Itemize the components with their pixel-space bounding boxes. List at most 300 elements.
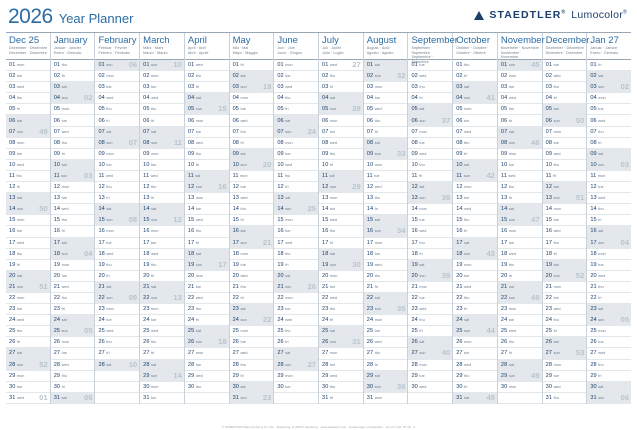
day-cell[interactable] xyxy=(319,315,363,326)
day-cell[interactable] xyxy=(408,282,452,293)
day-cell[interactable] xyxy=(319,93,363,104)
day-cell[interactable] xyxy=(364,238,408,249)
day-cell[interactable] xyxy=(230,304,274,315)
day-cell[interactable] xyxy=(498,371,542,382)
day-cell[interactable] xyxy=(185,271,229,282)
day-cell[interactable] xyxy=(543,260,587,271)
day-cell[interactable] xyxy=(543,226,587,237)
day-cell[interactable] xyxy=(140,393,184,404)
day-cell[interactable] xyxy=(140,160,184,171)
day-cell[interactable] xyxy=(6,393,50,404)
day-cell[interactable] xyxy=(587,82,631,93)
day-cell[interactable] xyxy=(364,127,408,138)
day-cell[interactable] xyxy=(319,215,363,226)
day-cell[interactable] xyxy=(587,315,631,326)
day-cell[interactable] xyxy=(364,326,408,337)
day-cell[interactable] xyxy=(364,60,408,71)
day-cell[interactable] xyxy=(364,226,408,237)
day-cell[interactable] xyxy=(140,204,184,215)
day-cell[interactable] xyxy=(498,382,542,393)
day-cell[interactable] xyxy=(6,127,50,138)
day-cell[interactable] xyxy=(364,138,408,149)
day-cell[interactable] xyxy=(543,82,587,93)
day-cell[interactable] xyxy=(587,138,631,149)
day-cell[interactable] xyxy=(498,304,542,315)
day-cell[interactable] xyxy=(274,226,318,237)
day-cell[interactable] xyxy=(543,337,587,348)
day-cell[interactable] xyxy=(587,60,631,71)
day-cell[interactable] xyxy=(453,71,497,82)
day-cell[interactable] xyxy=(140,337,184,348)
day-cell[interactable] xyxy=(319,104,363,115)
day-cell[interactable] xyxy=(498,360,542,371)
day-cell[interactable] xyxy=(274,337,318,348)
day-cell[interactable] xyxy=(587,249,631,260)
day-cell[interactable] xyxy=(140,304,184,315)
day-cell[interactable] xyxy=(319,371,363,382)
day-cell[interactable] xyxy=(185,249,229,260)
day-cell[interactable] xyxy=(498,104,542,115)
day-cell[interactable] xyxy=(498,282,542,293)
day-cell[interactable] xyxy=(274,60,318,71)
day-cell[interactable] xyxy=(453,182,497,193)
day-cell[interactable] xyxy=(453,293,497,304)
day-cell[interactable] xyxy=(140,182,184,193)
day-cell[interactable] xyxy=(6,371,50,382)
day-cell[interactable] xyxy=(319,260,363,271)
day-cell[interactable] xyxy=(140,215,184,226)
day-cell[interactable] xyxy=(185,282,229,293)
day-cell[interactable] xyxy=(230,93,274,104)
day-cell[interactable] xyxy=(185,104,229,115)
day-cell[interactable] xyxy=(498,182,542,193)
day-cell[interactable] xyxy=(364,348,408,359)
day-cell[interactable] xyxy=(587,226,631,237)
day-cell[interactable] xyxy=(498,226,542,237)
day-cell[interactable] xyxy=(140,315,184,326)
day-cell[interactable] xyxy=(51,271,95,282)
day-cell[interactable] xyxy=(408,271,452,282)
day-cell[interactable] xyxy=(543,348,587,359)
day-cell[interactable] xyxy=(543,93,587,104)
day-cell[interactable] xyxy=(51,149,95,160)
day-cell[interactable] xyxy=(95,360,139,371)
day-cell[interactable] xyxy=(95,226,139,237)
day-cell[interactable] xyxy=(498,149,542,160)
day-cell[interactable] xyxy=(543,315,587,326)
day-cell[interactable] xyxy=(543,393,587,404)
day-cell[interactable] xyxy=(498,115,542,126)
day-cell[interactable] xyxy=(453,315,497,326)
day-cell[interactable] xyxy=(51,315,95,326)
day-cell[interactable] xyxy=(319,304,363,315)
day-cell[interactable] xyxy=(453,160,497,171)
day-cell[interactable] xyxy=(453,326,497,337)
day-cell[interactable] xyxy=(140,249,184,260)
day-cell[interactable] xyxy=(498,82,542,93)
day-cell[interactable] xyxy=(185,171,229,182)
day-cell[interactable] xyxy=(6,149,50,160)
day-cell[interactable] xyxy=(543,204,587,215)
day-cell[interactable] xyxy=(408,182,452,193)
day-cell[interactable] xyxy=(140,104,184,115)
day-cell[interactable] xyxy=(140,171,184,182)
day-cell[interactable] xyxy=(95,249,139,260)
day-cell[interactable] xyxy=(319,360,363,371)
day-cell[interactable] xyxy=(140,382,184,393)
day-cell[interactable] xyxy=(230,171,274,182)
day-cell[interactable] xyxy=(6,204,50,215)
day-cell[interactable] xyxy=(543,149,587,160)
day-cell[interactable] xyxy=(453,382,497,393)
day-cell[interactable] xyxy=(95,282,139,293)
day-cell[interactable] xyxy=(453,215,497,226)
day-cell[interactable] xyxy=(6,249,50,260)
day-cell[interactable] xyxy=(319,238,363,249)
day-cell[interactable] xyxy=(274,160,318,171)
day-cell[interactable] xyxy=(543,138,587,149)
day-cell[interactable] xyxy=(140,193,184,204)
day-cell[interactable] xyxy=(274,282,318,293)
day-cell[interactable] xyxy=(51,127,95,138)
day-cell[interactable] xyxy=(319,382,363,393)
day-cell[interactable] xyxy=(230,160,274,171)
day-cell[interactable] xyxy=(95,260,139,271)
day-cell[interactable] xyxy=(408,360,452,371)
day-cell[interactable] xyxy=(543,215,587,226)
day-cell[interactable] xyxy=(51,104,95,115)
day-cell[interactable] xyxy=(408,160,452,171)
day-cell[interactable] xyxy=(95,82,139,93)
day-cell[interactable] xyxy=(274,315,318,326)
day-cell[interactable] xyxy=(6,138,50,149)
day-cell[interactable] xyxy=(587,293,631,304)
day-cell[interactable] xyxy=(364,193,408,204)
day-cell[interactable] xyxy=(51,115,95,126)
day-cell[interactable] xyxy=(95,215,139,226)
day-cell[interactable] xyxy=(453,226,497,237)
day-cell[interactable] xyxy=(6,282,50,293)
day-cell[interactable] xyxy=(319,337,363,348)
day-cell[interactable] xyxy=(587,127,631,138)
day-cell[interactable] xyxy=(274,304,318,315)
day-cell[interactable] xyxy=(587,160,631,171)
day-cell[interactable] xyxy=(587,71,631,82)
day-cell[interactable] xyxy=(408,149,452,160)
day-cell[interactable] xyxy=(95,71,139,82)
day-cell[interactable] xyxy=(230,260,274,271)
day-cell[interactable] xyxy=(319,149,363,160)
day-cell[interactable] xyxy=(51,304,95,315)
day-cell[interactable] xyxy=(185,348,229,359)
day-cell[interactable] xyxy=(453,260,497,271)
day-cell[interactable] xyxy=(230,71,274,82)
day-cell[interactable] xyxy=(543,360,587,371)
day-cell[interactable] xyxy=(140,60,184,71)
day-cell[interactable] xyxy=(498,127,542,138)
day-cell[interactable] xyxy=(95,326,139,337)
day-cell[interactable] xyxy=(498,60,542,71)
day-cell[interactable] xyxy=(453,60,497,71)
day-cell[interactable] xyxy=(498,215,542,226)
day-cell[interactable] xyxy=(230,282,274,293)
day-cell[interactable] xyxy=(319,271,363,282)
day-cell[interactable] xyxy=(140,371,184,382)
day-cell[interactable] xyxy=(95,93,139,104)
day-cell[interactable] xyxy=(587,104,631,115)
day-cell[interactable] xyxy=(230,337,274,348)
day-cell[interactable] xyxy=(51,326,95,337)
day-cell[interactable] xyxy=(185,160,229,171)
day-cell[interactable] xyxy=(230,271,274,282)
day-cell[interactable] xyxy=(274,171,318,182)
day-cell[interactable] xyxy=(543,160,587,171)
day-cell[interactable] xyxy=(140,326,184,337)
day-cell[interactable] xyxy=(587,371,631,382)
day-cell[interactable] xyxy=(319,182,363,193)
day-cell[interactable] xyxy=(185,293,229,304)
day-cell[interactable] xyxy=(95,182,139,193)
day-cell[interactable] xyxy=(95,337,139,348)
day-cell[interactable] xyxy=(453,171,497,182)
day-cell[interactable] xyxy=(95,193,139,204)
day-cell[interactable] xyxy=(51,382,95,393)
day-cell[interactable] xyxy=(319,60,363,71)
day-cell[interactable] xyxy=(587,393,631,404)
day-cell[interactable] xyxy=(274,382,318,393)
day-cell[interactable] xyxy=(364,282,408,293)
day-cell[interactable] xyxy=(498,204,542,215)
day-cell[interactable] xyxy=(543,127,587,138)
day-cell[interactable] xyxy=(230,249,274,260)
day-cell[interactable] xyxy=(230,371,274,382)
day-cell[interactable] xyxy=(364,149,408,160)
day-cell[interactable] xyxy=(319,282,363,293)
day-cell[interactable] xyxy=(408,382,452,393)
day-cell[interactable] xyxy=(364,393,408,404)
day-cell[interactable] xyxy=(408,238,452,249)
day-cell[interactable] xyxy=(6,304,50,315)
day-cell[interactable] xyxy=(453,127,497,138)
day-cell[interactable] xyxy=(230,115,274,126)
day-cell[interactable] xyxy=(453,348,497,359)
day-cell[interactable] xyxy=(230,393,274,404)
day-cell[interactable] xyxy=(140,138,184,149)
day-cell[interactable] xyxy=(364,171,408,182)
day-cell[interactable] xyxy=(140,360,184,371)
day-cell[interactable] xyxy=(6,360,50,371)
day-cell[interactable] xyxy=(185,127,229,138)
day-cell[interactable] xyxy=(319,82,363,93)
day-cell[interactable] xyxy=(364,182,408,193)
day-cell[interactable] xyxy=(587,115,631,126)
day-cell[interactable] xyxy=(498,171,542,182)
day-cell[interactable] xyxy=(6,271,50,282)
day-cell[interactable] xyxy=(319,193,363,204)
day-cell[interactable] xyxy=(140,238,184,249)
day-cell[interactable] xyxy=(408,138,452,149)
day-cell[interactable] xyxy=(51,260,95,271)
day-cell[interactable] xyxy=(185,315,229,326)
day-cell[interactable] xyxy=(408,215,452,226)
day-cell[interactable] xyxy=(408,249,452,260)
day-cell[interactable] xyxy=(319,71,363,82)
day-cell[interactable] xyxy=(6,348,50,359)
day-cell[interactable] xyxy=(274,138,318,149)
day-cell[interactable] xyxy=(51,226,95,237)
day-cell[interactable] xyxy=(498,260,542,271)
day-cell[interactable] xyxy=(364,304,408,315)
day-cell[interactable] xyxy=(408,304,452,315)
day-cell[interactable] xyxy=(95,315,139,326)
day-cell[interactable] xyxy=(140,127,184,138)
day-cell[interactable] xyxy=(230,193,274,204)
day-cell[interactable] xyxy=(543,193,587,204)
day-cell[interactable] xyxy=(95,138,139,149)
day-cell[interactable] xyxy=(230,326,274,337)
day-cell[interactable] xyxy=(185,326,229,337)
day-cell[interactable] xyxy=(95,104,139,115)
day-cell[interactable] xyxy=(185,360,229,371)
day-cell[interactable] xyxy=(274,182,318,193)
day-cell[interactable] xyxy=(51,60,95,71)
day-cell[interactable] xyxy=(6,60,50,71)
day-cell[interactable] xyxy=(408,171,452,182)
day-cell[interactable] xyxy=(95,304,139,315)
day-cell[interactable] xyxy=(543,382,587,393)
day-cell[interactable] xyxy=(6,238,50,249)
day-cell[interactable] xyxy=(185,215,229,226)
day-cell[interactable] xyxy=(408,71,452,82)
day-cell[interactable] xyxy=(230,182,274,193)
day-cell[interactable] xyxy=(408,371,452,382)
day-cell[interactable] xyxy=(319,127,363,138)
day-cell[interactable] xyxy=(408,348,452,359)
day-cell[interactable] xyxy=(498,193,542,204)
day-cell[interactable] xyxy=(274,104,318,115)
day-cell[interactable] xyxy=(543,171,587,182)
day-cell[interactable] xyxy=(51,348,95,359)
day-cell[interactable] xyxy=(408,60,452,71)
day-cell[interactable] xyxy=(185,115,229,126)
day-cell[interactable] xyxy=(185,337,229,348)
day-cell[interactable] xyxy=(319,348,363,359)
day-cell[interactable] xyxy=(230,204,274,215)
day-cell[interactable] xyxy=(230,138,274,149)
day-cell[interactable] xyxy=(51,193,95,204)
day-cell[interactable] xyxy=(274,238,318,249)
day-cell[interactable] xyxy=(319,171,363,182)
day-cell[interactable] xyxy=(364,104,408,115)
day-cell[interactable] xyxy=(95,238,139,249)
day-cell[interactable] xyxy=(140,93,184,104)
day-cell[interactable] xyxy=(364,337,408,348)
day-cell[interactable] xyxy=(364,215,408,226)
day-cell[interactable] xyxy=(587,182,631,193)
day-cell[interactable] xyxy=(453,238,497,249)
day-cell[interactable] xyxy=(274,204,318,215)
day-cell[interactable] xyxy=(587,238,631,249)
day-cell[interactable] xyxy=(51,171,95,182)
day-cell[interactable] xyxy=(51,249,95,260)
day-cell[interactable] xyxy=(587,193,631,204)
day-cell[interactable] xyxy=(543,115,587,126)
day-cell[interactable] xyxy=(453,82,497,93)
day-cell[interactable] xyxy=(6,337,50,348)
day-cell[interactable] xyxy=(587,382,631,393)
day-cell[interactable] xyxy=(543,304,587,315)
day-cell[interactable] xyxy=(6,182,50,193)
day-cell[interactable] xyxy=(364,271,408,282)
day-cell[interactable] xyxy=(408,337,452,348)
day-cell[interactable] xyxy=(140,149,184,160)
day-cell[interactable] xyxy=(185,226,229,237)
day-cell[interactable] xyxy=(274,127,318,138)
day-cell[interactable] xyxy=(140,82,184,93)
day-cell[interactable] xyxy=(51,371,95,382)
day-cell[interactable] xyxy=(274,115,318,126)
day-cell[interactable] xyxy=(453,193,497,204)
day-cell[interactable] xyxy=(543,238,587,249)
day-cell[interactable] xyxy=(185,260,229,271)
day-cell[interactable] xyxy=(185,60,229,71)
day-cell[interactable] xyxy=(274,215,318,226)
day-cell[interactable] xyxy=(230,348,274,359)
day-cell[interactable] xyxy=(453,93,497,104)
day-cell[interactable] xyxy=(364,160,408,171)
day-cell[interactable] xyxy=(6,326,50,337)
day-cell[interactable] xyxy=(319,226,363,237)
day-cell[interactable] xyxy=(453,104,497,115)
day-cell[interactable] xyxy=(543,271,587,282)
day-cell[interactable] xyxy=(6,115,50,126)
day-cell[interactable] xyxy=(453,115,497,126)
day-cell[interactable] xyxy=(498,348,542,359)
day-cell[interactable] xyxy=(364,293,408,304)
day-cell[interactable] xyxy=(51,393,95,404)
day-cell[interactable] xyxy=(587,337,631,348)
day-cell[interactable] xyxy=(319,393,363,404)
day-cell[interactable] xyxy=(587,360,631,371)
day-cell[interactable] xyxy=(230,315,274,326)
day-cell[interactable] xyxy=(453,149,497,160)
day-cell[interactable] xyxy=(140,348,184,359)
day-cell[interactable] xyxy=(408,226,452,237)
day-cell[interactable] xyxy=(543,182,587,193)
day-cell[interactable] xyxy=(230,104,274,115)
day-cell[interactable] xyxy=(364,93,408,104)
day-cell[interactable] xyxy=(587,271,631,282)
day-cell[interactable] xyxy=(185,93,229,104)
day-cell[interactable] xyxy=(274,71,318,82)
day-cell[interactable] xyxy=(498,238,542,249)
day-cell[interactable] xyxy=(6,82,50,93)
day-cell[interactable] xyxy=(230,226,274,237)
day-cell[interactable] xyxy=(587,204,631,215)
day-cell[interactable] xyxy=(274,82,318,93)
day-cell[interactable] xyxy=(408,193,452,204)
day-cell[interactable] xyxy=(185,238,229,249)
day-cell[interactable] xyxy=(274,193,318,204)
day-cell[interactable] xyxy=(230,360,274,371)
day-cell[interactable] xyxy=(587,93,631,104)
day-cell[interactable] xyxy=(543,293,587,304)
day-cell[interactable] xyxy=(319,115,363,126)
day-cell[interactable] xyxy=(364,360,408,371)
day-cell[interactable] xyxy=(543,249,587,260)
day-cell[interactable] xyxy=(408,115,452,126)
day-cell[interactable] xyxy=(185,371,229,382)
